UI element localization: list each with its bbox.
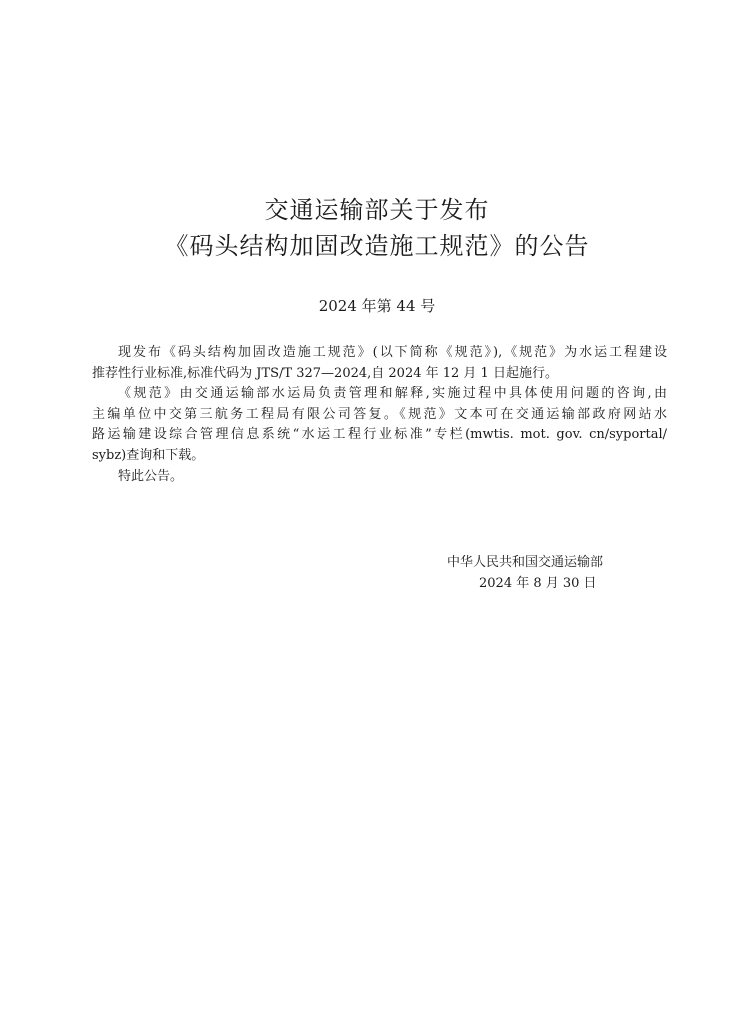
- issuing-organization: 中华人民共和国交通运输部: [447, 555, 604, 570]
- paragraph-line: 主编单位中交第三航务工程局有限公司答复。《规范》文本可在交通运输部政府网站水: [92, 406, 667, 422]
- paragraph-line: 路运输建设综合管理信息系统“水运工程行业标准”专栏(mwtis. mot. gov. cn/syportal/: [92, 427, 667, 443]
- paragraph: [92, 343, 667, 384]
- announcement-title: [0, 192, 754, 264]
- paragraph-line: 推荐性行业标准,标准代码为 JTS/T 327—2024,自 2024 年 12 月 1 日起施行。: [92, 365, 558, 381]
- document-number: 2024 年第 44 号: [318, 297, 436, 315]
- paragraph: [92, 467, 667, 488]
- paragraph-line: 现发布《码头结构加固改造施工规范》(以下简称《规范》),《规范》为水运工程建设: [118, 345, 667, 360]
- paragraph-line: sybz)查询和下载。: [92, 447, 205, 463]
- announcement-body: [92, 343, 667, 487]
- paragraph-line: 《规范》由交通运输部水运局负责管理和解释,实施过程中具体使用问题的咨询,由: [118, 386, 667, 402]
- title-line-1: 交通运输部关于发布: [264, 196, 490, 224]
- title-line-2: 《码头结构加固改造施工规范》的公告: [164, 232, 590, 260]
- paragraph: [92, 384, 667, 466]
- issue-date: 2024 年 8 月 30 日: [479, 576, 597, 591]
- paragraph-line: 特此公告。: [118, 468, 184, 484]
- signature-block: [447, 552, 647, 594]
